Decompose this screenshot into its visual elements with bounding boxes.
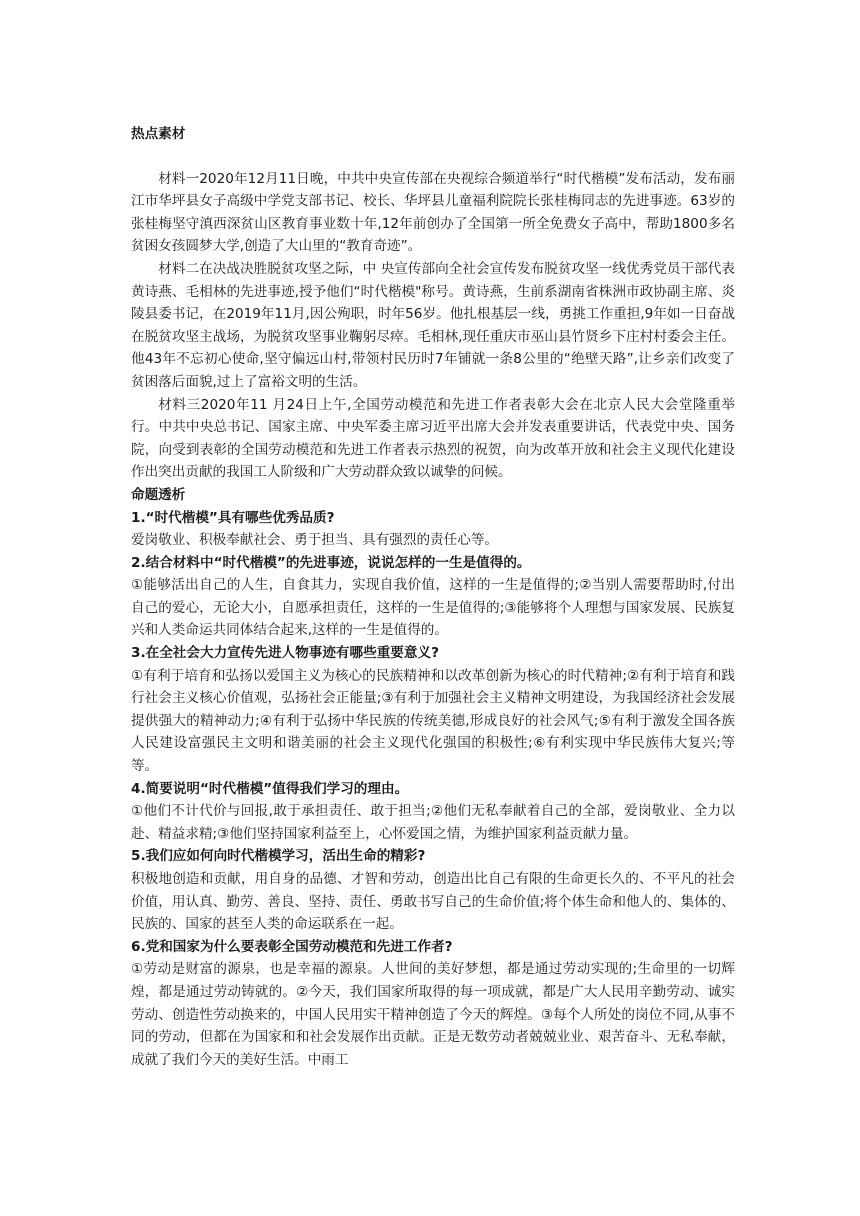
- question: 2.结合材料中“时代楷模”的先进事迹，说说怎样的一生是值得的。: [131, 554, 531, 571]
- answer: 爱岗敬业、积极奉献社会、勇于担当、具有强烈的责任心等。: [131, 532, 499, 549]
- question-block: [131, 936, 735, 1072]
- answer: 积极地创造和贡献，用自身的品德、才智和劳动，创造出比自己有限的生命更长久的、不平凡的社会价值，用认真、勤劳、善良、坚持、责任、勇敢书写自己的生命价值;将个体生命和他人的、集体的、民族的、国家的甚至人类的命运联系在一起。: [131, 871, 735, 933]
- question: 4.简要说明“时代楷模”值得我们学习的理由。: [131, 780, 409, 797]
- question-block: [131, 552, 735, 642]
- question-block: [131, 778, 735, 846]
- question: 5.我们应如何向时代楷模学习，活出生命的精彩?: [131, 848, 426, 865]
- question: 1.“时代楷模”具有哪些优秀品质?: [131, 509, 335, 526]
- answer: ①能够活出自己的人生，自食其力，实现自我价值，这样的一生是值得的;②当别人需要帮助时,付出自己的爱心，无论大小，自愿承担责任，这样的一生是值得的;③能够将个人理想与国家发展、民族复兴和人类命运共同体结合起来,这样的一生是值得的。: [131, 577, 735, 639]
- question-block: [131, 642, 735, 778]
- analysis-heading: 命题透析: [131, 486, 186, 503]
- document-title: 热点素材: [131, 126, 186, 142]
- document-page: [131, 123, 735, 1071]
- material-paragraph: 材料二在决战决胜脱贫攻坚之际，中 央宣传部向全社会宣传发布脱贫攻坚一线优秀党员干部代表黄诗燕、毛相林的先进事迹,授予他们“时代楷模"称号。黄诗燕，生前系湖南省株洲市政协副主席、炎陵县委书记，在2019年11月,因公殉职，时年56岁。他扎根基层一线，勇挑工作重担,9年如一日奋战在脱贫攻坚主战场，为脱贫攻坚事业鞠躬尽瘁。毛相林,现任重庆市巫山县竹贤乡下庄村村委会主任。他43年不忘初心使命,坚守偏远山村,带领村民历时7年铺就一条8公里的“绝壁天路”,让乡亲们改变了贫困落后面貌,过上了富裕文明的生活。: [131, 260, 735, 390]
- question-block: [131, 845, 735, 935]
- answer: ①劳动是财富的源泉，也是幸福的源泉。人世间的美好梦想，都是通过劳动实现的;生命里的一切辉煌，都是通过劳动铸就的。②今天，我们国家所取得的每一项成就，都是广大人民用辛勤劳动、诚实劳动、创造性劳动换来的，中国人民用实干精神创造了今天的辉煌。③每个人所处的岗位不同,从事不同的劳动，但都在为国家和和社会发展作出贡献。正是无数劳动者兢兢业业、艰苦奋斗、无私奉献，成就了我们今天的美好生活。中雨工: [131, 961, 735, 1068]
- material-paragraph: 材料一2020年12月11日晚，中共中央宣传部在央视综合频道举行“时代楷模”发布活动，发布丽江市华坪县女子高级中学党支部书记、校长、华坪县儿童福利院院长张桂梅同志的先进事迹。63岁的张桂梅坚守滇西深贫山区教育事业数十年,12年前创办了全国第一所全免费女子高中，帮助1800多名贫困女孩圆梦大学,创造了大山里的“教育奇迹”。: [131, 170, 735, 255]
- question-block: [131, 507, 735, 552]
- answer: ①有利于培育和弘扬以爱国主义为核心的民族精神和以改革创新为核心的时代精神;②有利于培育和践行社会主义核心价值观，弘扬社会正能量;③有利于加强社会主义精神文明建设，为我国经济社会发展提供强大的精神动力;④有利于弘扬中华民族的传统美德,形成良好的社会风气;⑤有利于激发全国各族人民建设富强民主文明和谐美丽的社会主义现代化强国的积极性;⑥有利实现中华民族伟大复兴;等等。: [131, 667, 735, 775]
- question: 6.党和国家为什么要表彰全国劳动模范和先进工作者?: [131, 938, 453, 955]
- answer: ①他们不计代价与回报,敢于承担责任、敢于担当;②他们无私奉献着自己的全部，爱岗敬业、全力以赴、精益求精;③他们坚持国家利益至上，心怀爱国之情，为维护国家利益贡献力量。: [131, 803, 735, 842]
- question: 3.在全社会大力宣传先进人物事迹有哪些重要意义?: [131, 645, 439, 662]
- material-paragraph: 材料三2020年11 月24日上午,全国劳动模范和先进工作者表彰大会在北京人民大会堂隆重举行。中共中央总书记、国家主席、中央军委主席习近平出席大会并发表重要讲话，代表党中央、国务院，向受到表彰的全国劳动模范和先进工作者表示热烈的祝贺，向为改革开放和社会主义现代化建设作出突出贡献的我国工人阶级和广大劳动群众致以诚挚的问候。: [131, 396, 735, 481]
